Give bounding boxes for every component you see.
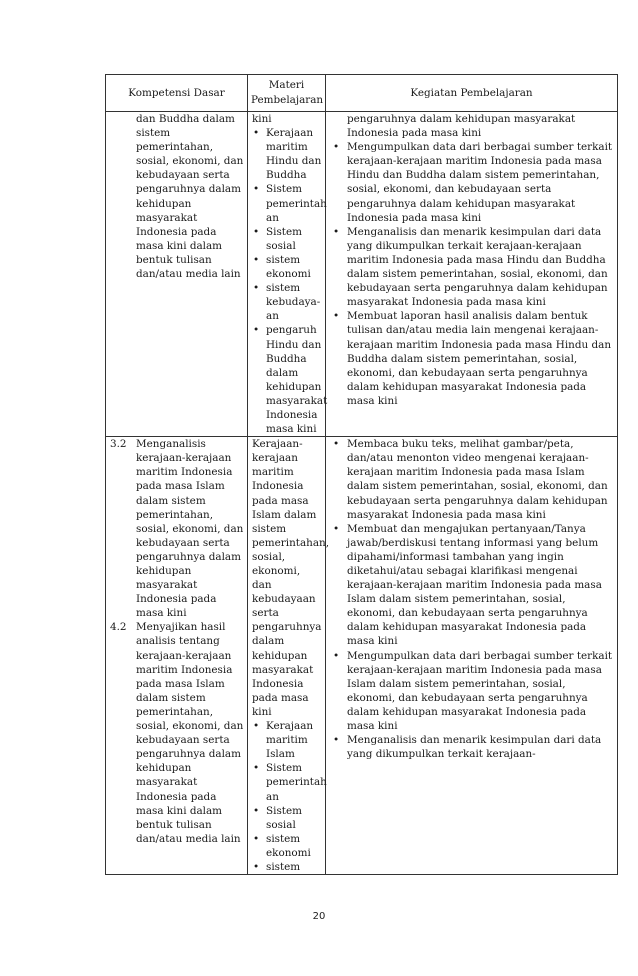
table-row	[106, 112, 618, 437]
list-item: • Kerajaan maritim Hindu dan Buddha	[252, 126, 322, 182]
list-item: • sistem	[252, 860, 322, 874]
kd-entry	[110, 437, 244, 620]
kegiatan-cell	[326, 112, 618, 437]
list-item: • Membuat laporan hasil analisis dalam bentuk tulisan dan/atau media lain mengenai kerajaan-kerajaan maritim Indonesia pada masa Hindu dan Buddha dalam sistem pemerintahan, sosial, ekonomi, dan kebudayaan serta pengaruhnya dalam kehidupan masyarakat Indonesia pada masa kini	[330, 309, 614, 408]
kd-cell	[106, 112, 248, 437]
list-item: • Mengumpulkan data dari berbagai sumber terkait kerajaan-kerajaan maritim Indonesia pada masa Islam dalam sistem pemerintahan, sosial, ekonomi, dan kebudayaan serta pengaruhnya dalam kehidupan masyarakat Indonesia pada masa kini	[330, 649, 614, 734]
list-item: • sistem ekonomi	[252, 832, 322, 860]
list-item: • sistem ekonomi	[252, 253, 322, 281]
kegiatan-list	[330, 140, 614, 408]
header-kegiatan-pembelajaran: Kegiatan Pembelajaran	[326, 75, 618, 112]
kd-text: dan Buddha dalam sistem pemerintahan, sosial, ekonomi, dan kebudayaan serta pengaruhnya dalam kehidupan masyarakat Indonesia pada masa kini dalam bentuk tulisan dan/atau media lain	[136, 113, 244, 281]
list-item: • Sistem pemerintah an	[252, 761, 322, 803]
page-number: 20	[312, 911, 326, 922]
header-materi-pembelajaran: Materi Pembelajaran	[248, 75, 326, 112]
list-item: • Sistem sosial	[252, 225, 322, 253]
list-item: • Kerajaan maritim Islam	[252, 719, 322, 761]
list-item: • pengaruh Hindu dan Buddha dalam kehidupan masyarakat Indonesia masa kini	[252, 323, 322, 436]
list-item: • Membuat dan mengajukan pertanyaan/Tanya jawab/berdiskusi tentang informasi yang belum dipahami/informasi tambahan yang ingin diketahui/atau sebagai klarifikasi mengenai kerajaan-kerajaan maritim Indonesia pada masa Islam dalam sistem pemerintahan, sosial, ekonomi, dan kebudayaan serta pengaruhnya dalam kehidupan masyarakat Indonesia pada masa kini	[330, 522, 614, 649]
materi-lead: Kerajaan-kerajaan maritim Indonesia pada masa Islam dalam sistem pemerintahan, sosial, ekonomi, dan kebudayaan serta pengaruhnya dalam kehidupan masyarakat Indonesia pada masa kini	[252, 438, 330, 718]
header-kompetensi-dasar: Kompetensi Dasar	[106, 75, 248, 112]
list-item: • Menganalisis dan menarik kesimpulan dari data yang dikumpulkan terkait kerajaan-kerajaan maritim Indonesia pada masa Hindu dan Buddha dalam sistem pemerintahan, sosial, ekonomi, dan kebudayaan serta pengaruhnya dalam kehidupan masyarakat Indonesia pada masa kini	[330, 225, 614, 310]
curriculum-table	[105, 74, 618, 875]
materi-list	[252, 719, 327, 874]
header-row	[106, 75, 618, 112]
list-item: • Sistem sosial	[252, 804, 322, 832]
kd-text: Menganalisis kerajaan-kerajaan maritim Indonesia pada masa Islam dalam sistem pemerintahan, sosial, ekonomi, dan kebudayaan serta pengaruhnya dalam kehidupan masyarakat Indonesia pada masa kini	[136, 438, 244, 620]
list-item: • Membaca buku teks, melihat gambar/peta, dan/atau menonton video mengenai kerajaan-kerajaan maritim Indonesia pada masa Islam dalam sistem pemerintahan, sosial, ekonomi, dan kebudayaan serta pengaruhnya dalam kehidupan masyarakat Indonesia pada masa kini	[330, 437, 614, 522]
list-item: • Sistem pemerintah an	[252, 182, 322, 224]
materi-list	[252, 126, 328, 436]
kd-entry	[110, 620, 244, 846]
table-row	[106, 437, 618, 875]
kegiatan-lead: pengaruhnya dalam kehidupan masyarakat Indonesia pada masa kini	[347, 113, 576, 140]
materi-cell	[248, 437, 330, 875]
kd-number: 3.2	[110, 438, 127, 451]
materi-cell	[248, 112, 326, 437]
kd-cell	[106, 437, 248, 875]
kd-number: 4.2	[110, 621, 127, 634]
list-item: • Menganalisis dan menarik kesimpulan dari data yang dikumpulkan terkait kerajaan-	[330, 733, 614, 761]
kd-text: Menyajikan hasil analisis tentang kerajaan-kerajaan maritim Indonesia pada masa Islam dalam sistem pemerintahan, sosial, ekonomi, dan kebudayaan serta pengaruhnya dalam kehidupan masyarakat Indonesia pada masa kini dalam bentuk tulisan dan/atau media lain	[136, 621, 244, 845]
kegiatan-cell	[326, 437, 618, 875]
list-item: • Mengumpulkan data dari berbagai sumber terkait kerajaan-kerajaan maritim Indonesia pada masa Hindu dan Buddha dalam sistem pemerintahan, sosial, ekonomi, dan kebudayaan serta pengaruhnya dalam kehidupan masyarakat Indonesia pada masa kini	[330, 140, 614, 225]
list-item: • sistem kebudaya- an	[252, 281, 322, 323]
kegiatan-list	[330, 437, 614, 761]
materi-lead: kini	[252, 113, 272, 125]
